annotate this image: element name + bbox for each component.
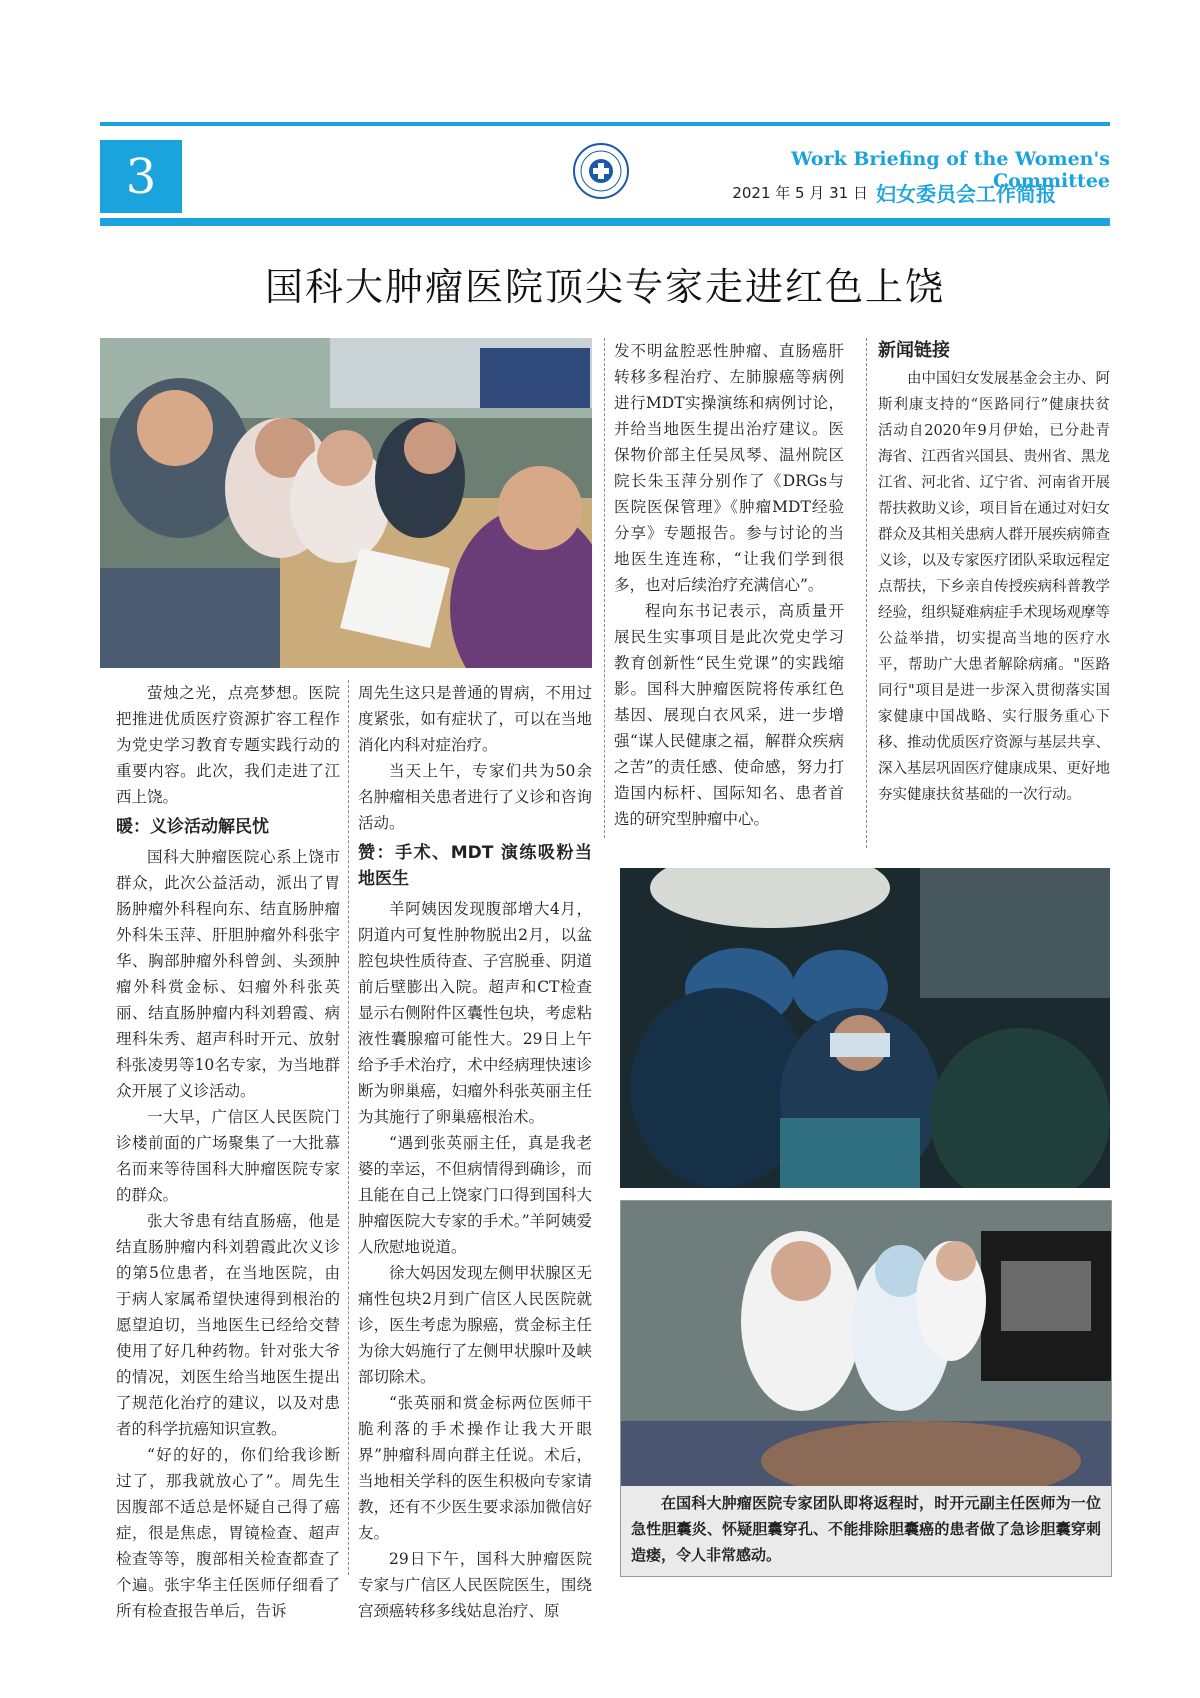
paragraph: 羊阿姨因发现腹部增大4月，阴道内可复性肿物脱出2月，以盆腔包块性质待查、子宫脱垂、阴道前后壁膨出入院。超声和CT检查显示右侧附件区囊性包块，考虑粘液性囊腺瘤可能性大。29日上午给予手术治疗，术中经病理快速诊断为卵巢癌，妇瘤外科张英丽主任为其施行了卵巢癌根治术。: [358, 900, 592, 1126]
paragraph: 张大爷患有结直肠癌，他是结直肠肿瘤内科刘碧霞此次义诊的第5位患者，在当地医院，由于病人家属希望快速得到根治的愿望迫切，当地医生已经给交替使用了好几种药物。针对张大爷的情况，刘医生给当地医生提出了规范化治疗的建议，以及对患者的科学抗癌知识宣教。: [116, 1212, 340, 1438]
paragraph: 29日下午，国科大肿瘤医院专家与广信区人民医院医生，围绕宫颈癌转移多线姑息治疗、原: [358, 1550, 592, 1620]
paragraph: 萤烛之光，点亮梦想。医院把推进优质医疗资源扩容工程作为党史学习教育专题实践行动的重要内容。此次，我们走进了江西上饶。: [116, 684, 340, 806]
paragraph: 国科大肿瘤医院心系上饶市群众，此次公益活动，派出了胃肠肿瘤外科程向东、结直肠肿瘤外科朱玉萍、肝胆肿瘤外科张宇华、胸部肿瘤外科曾剑、头颈肿瘤外科赏金标、妇瘤外科张英丽、结直肠肿瘤内科刘碧霞、病理科朱秀、超声科时开元、放射科张凌男等10名专家，为当地群众开展了义诊活动。: [116, 848, 340, 1100]
chinese-title: 妇女委员会工作简报: [876, 182, 1056, 206]
article-column-2: [358, 680, 592, 1624]
header-bottom-rule: [100, 218, 1110, 226]
news-link-title: 新闻链接: [878, 340, 950, 361]
article-headline: 国科大肿瘤医院顶尖专家走进红色上饶: [264, 265, 945, 309]
photo-caption: 在国科大肿瘤医院专家团队即将返程时，时开元副主任医师为一位急性胆囊炎、怀疑胆囊穿孔、不能排除胆囊癌的患者做了急诊胆囊穿刺造瘘，令人非常感动。: [631, 1494, 1101, 1564]
section-heading: 暖：义诊活动解民忧: [116, 817, 269, 837]
paragraph: 徐大妈因发现左侧甲状腺区无痛性包块2月到广信区人民医院就诊，医生考虑为腺癌，赏金标主任为徐大妈施行了左侧甲状腺叶及峡部切除术。: [358, 1264, 592, 1386]
article-column-3: [614, 338, 844, 832]
paragraph: 由中国妇女发展基金会主办、阿斯利康支持的“医路同行”健康扶贫活动自2020年9月伊始，已分赴青海省、江西省兴国县、贵州省、黑龙江省、河北省、辽宁省、河南省开展帮扶救助义诊，项目旨在通过对妇女群众及其相关患病人群开展疾病筛查义诊，以及专家医疗团队采取远程定点帮扶，下乡亲自传授疾病科普教学经验，组织疑难病症手术现场观摩等公益举措，切实提高当地的医疗水平，帮助广大患者解除病痛。"医路同行"项目是进一步深入贯彻落实国家健康中国战略、实行服务重心下移、推动优质医疗资源与基层共享、深入基层巩固医疗健康成果、更好地夯实健康扶贫基础的一次行动。: [878, 371, 1110, 803]
paragraph: “遇到张英丽主任，真是我老婆的幸运，不但病情得到确诊，而且能在自己上饶家门口得到国科大肿瘤医院大专家的手术。”羊阿姨爱人欣慰地说道。: [358, 1134, 592, 1256]
paragraph: “张英丽和赏金标两位医师干脆利落的手术操作让我大开眼界”肿瘤科周向群主任说。术后，当地相关学科的医生积极向专家请教，还有不少医生要求添加微信好友。: [358, 1394, 592, 1542]
paragraph: “好的好的，你们给我诊断过了，那我就放心了”。周先生因腹部不适总是怀疑自己得了癌症，很是焦虑，胃镜检查、超声检查等等，腹部相关检查都查了个遍。张宇华主任医师仔细看了所有检查报告单后，告诉: [116, 1446, 340, 1620]
paragraph: 程向东书记表示，高质量开展民生实事项目是此次党史学习教育创新性“民生党课”的实践缩影。国科大肿瘤医院将传承红色基因、展现白衣风采，进一步增强“谋人民健康之福，解群众疾病之苦”的责任感、使命感，努力打造国内标杆、国际知名、患者首选的研究型肿瘤中心。: [614, 602, 844, 828]
paragraph: 一大早，广信区人民医院门诊楼前面的广场聚集了一大批慕名而来等待国科大肿瘤医院专家的群众。: [116, 1108, 340, 1204]
column-divider: [348, 680, 349, 1575]
column-divider: [604, 338, 605, 838]
news-link-box: [878, 338, 1110, 808]
column-divider: [866, 338, 867, 848]
section-heading: 赞：手术、MDT 演练吸粉当地医生: [358, 843, 592, 889]
header-top-rule: [100, 122, 1110, 126]
photo-caption-box: [620, 1200, 1112, 1577]
photo-surgery: [620, 868, 1110, 1188]
paragraph: 发不明盆腔恶性肿瘤、直肠癌肝转移多程治疗、左肺腺癌等病例进行MDT实操演练和病例讨论，并给当地医生提出治疗建议。医保物价部主任吴凤琴、温州院区院长朱玉萍分别作了《DRGs与医院医保管理》《肿瘤MDT经验分享》专题报告。参与讨论的当地医生连连称，“让我们学到很多，也对后续治疗充满信心”。: [614, 342, 844, 594]
page-number: 3: [100, 140, 182, 213]
paragraph: 周先生这只是普通的胃病，不用过度紧张，如有症状了，可以在当地消化内科对症治疗。: [358, 684, 592, 754]
article-column-1: [116, 680, 340, 1624]
hospital-seal-icon: [572, 142, 630, 200]
issue-date: 2021 年 5 月 31 日: [732, 184, 868, 202]
english-title: Work Briefing of the Women's Committee: [791, 148, 1110, 192]
paragraph: 当天上午，专家们共为50余名肿瘤相关患者进行了义诊和咨询活动。: [358, 762, 592, 832]
photo-ultrasound: [621, 1201, 1111, 1486]
photo-consultation: [100, 338, 592, 668]
